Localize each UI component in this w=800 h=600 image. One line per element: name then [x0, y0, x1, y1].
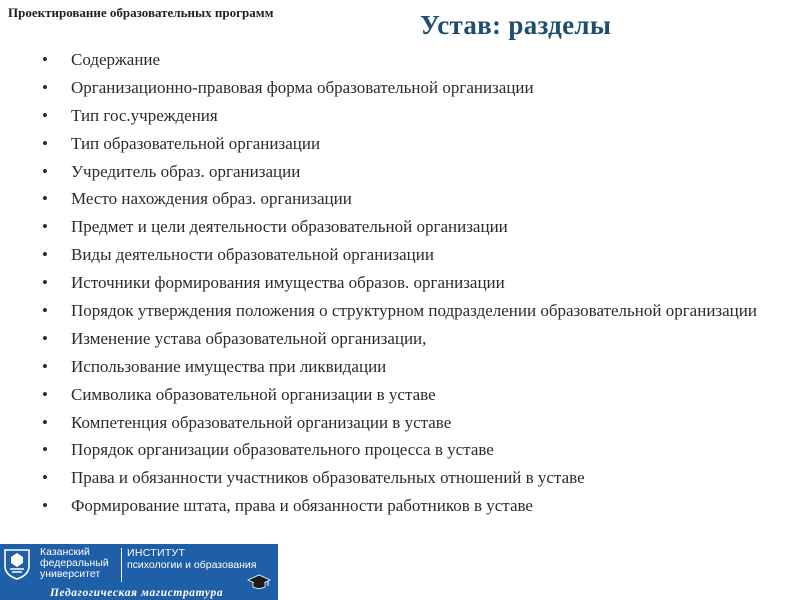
bullet-icon: •	[42, 440, 48, 460]
institute-name: ИНСТИТУТ психологии и образования	[127, 547, 257, 571]
list-item-text: Предмет и цели деятельности образовательной организации	[71, 217, 508, 237]
bullet-icon: •	[42, 77, 48, 97]
bullet-icon: •	[42, 161, 48, 181]
list-item-text: Порядок организации образовательного процесса в уставе	[71, 440, 494, 460]
logo-divider	[121, 548, 122, 582]
list-item	[42, 215, 787, 238]
bullet-icon: •	[42, 245, 48, 265]
bullet-icon: •	[42, 301, 48, 321]
list-item	[42, 466, 787, 489]
list-item	[42, 327, 787, 350]
bullet-icon: •	[42, 50, 48, 69]
list-item	[42, 438, 787, 461]
list-item-text: Формирование штата, права и обязанности работников в уставе	[71, 496, 533, 516]
list-item	[42, 494, 787, 517]
bullet-icon: •	[42, 328, 48, 348]
list-item-text: Тип гос.учреждения	[71, 105, 218, 125]
list-item-text: Тип образовательной организации	[71, 133, 321, 153]
bullet-icon: •	[42, 105, 48, 125]
slide-title: Устав: разделы	[420, 10, 612, 40]
list-item	[42, 271, 787, 294]
list-item	[42, 243, 787, 266]
bullet-icon: •	[42, 468, 48, 488]
graduation-cap-icon	[247, 574, 271, 590]
bullet-icon: •	[42, 273, 48, 293]
kfu-emblem-icon	[3, 548, 31, 580]
university-name: Казанский федеральный университет	[40, 546, 109, 580]
list-item-text: Место нахождения образ. организации	[71, 189, 352, 209]
list-item-text: Права и обязанности участников образовательных отношений в уставе	[71, 468, 585, 488]
list-item	[42, 76, 787, 99]
list-item-text: Порядок утверждения положения о структурном подразделении образовательной организации	[71, 301, 757, 321]
bullet-icon: •	[42, 496, 48, 516]
list-item	[42, 411, 787, 434]
list-item-text: Виды деятельности образовательной организации	[71, 245, 434, 265]
list-item	[42, 355, 787, 378]
list-item	[42, 104, 787, 127]
list-item	[42, 187, 787, 210]
list-item	[42, 383, 787, 406]
list-item-text: Учредитель образ. организации	[71, 161, 301, 181]
list-item-text: Компетенция образовательной организации в уставе	[71, 412, 452, 432]
list-item-text: Использование имущества при ликвидации	[71, 356, 387, 376]
list-item	[42, 160, 787, 183]
bullet-icon: •	[42, 133, 48, 153]
bullet-icon: •	[42, 412, 48, 432]
bullet-icon: •	[42, 356, 48, 376]
list-item-text: Источники формирования имущества образов. организации	[71, 273, 505, 293]
program-name: Педагогическая магистратура	[50, 587, 224, 599]
list-item	[42, 48, 787, 71]
bullet-icon: •	[42, 189, 48, 209]
list-item	[42, 132, 787, 155]
bullet-icon: •	[42, 217, 48, 237]
section-list	[42, 48, 787, 522]
list-item-text: Содержание	[71, 50, 161, 69]
list-item-text: Изменение устава образовательной организации,	[71, 328, 427, 348]
course-title: Проектирование образовательных программ	[8, 5, 274, 20]
bullet-icon: •	[42, 384, 48, 404]
list-item-text: Организационно-правовая форма образовательной организации	[71, 77, 534, 97]
list-item-text: Символика образовательной организации в уставе	[71, 384, 436, 404]
list-item	[42, 299, 787, 322]
footer-logo	[0, 544, 278, 600]
